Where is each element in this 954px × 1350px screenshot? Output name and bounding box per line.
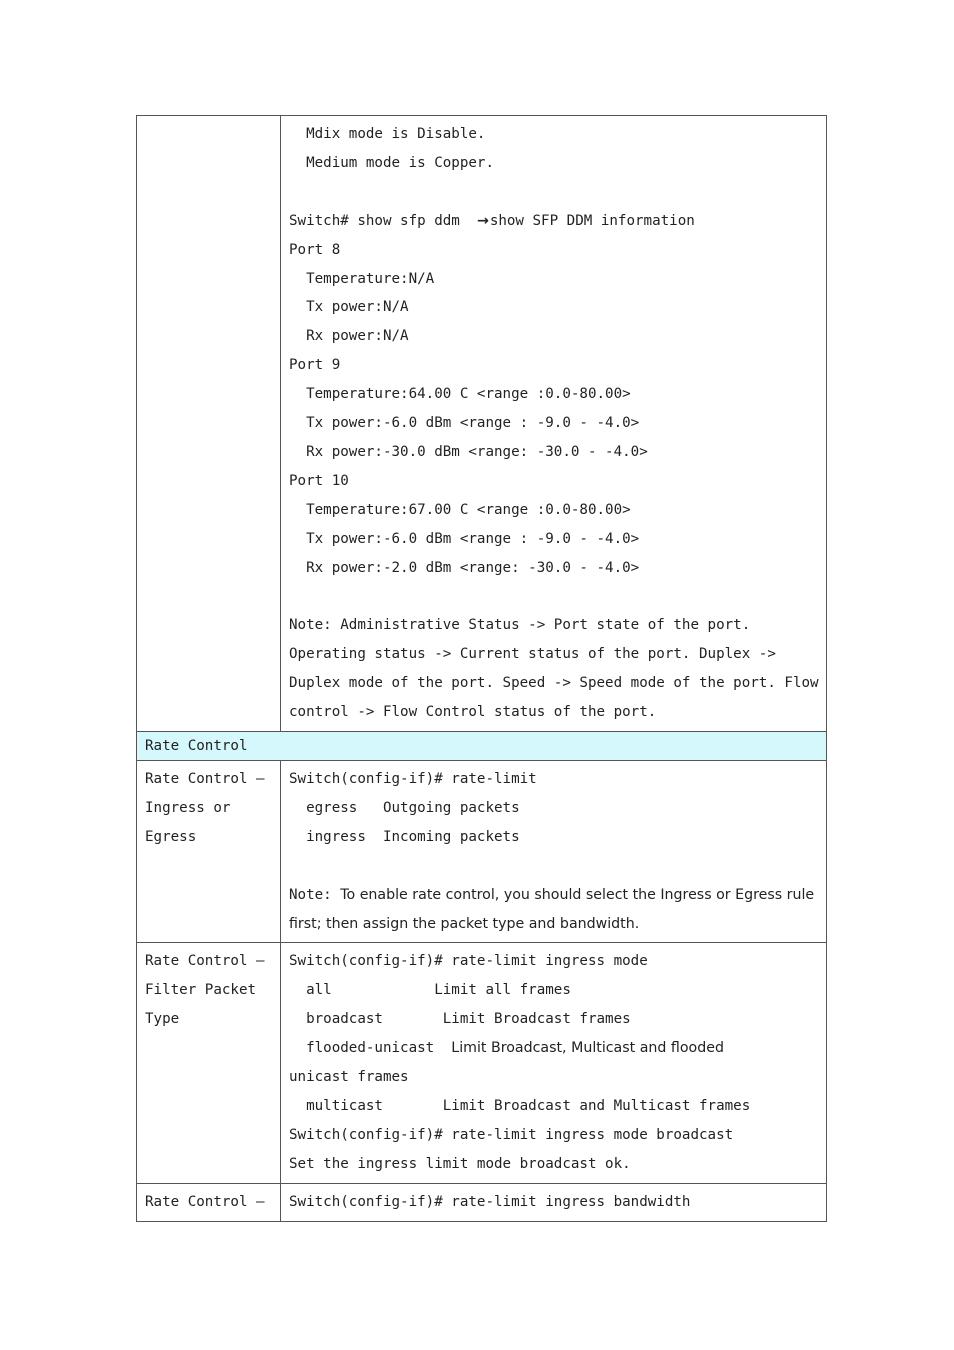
section-header-rate-control: Rate Control bbox=[137, 732, 827, 761]
output-line: Switch(config-if)# rate-limit ingress mode bbox=[289, 953, 648, 970]
output-line bbox=[289, 852, 820, 881]
output-line: egress Outgoing packets bbox=[289, 799, 520, 816]
output-line: Temperature:67.00 C <range :0.0-80.00> bbox=[289, 501, 631, 518]
output-line: Tx power:-6.0 dBm <range : -9.0 - -4.0> bbox=[289, 415, 640, 432]
ddm-command: Switch# show sfp ddm bbox=[289, 212, 477, 229]
output-line: Mdix mode is Disable. bbox=[289, 126, 486, 142]
output-line bbox=[289, 582, 820, 611]
output-line bbox=[289, 178, 820, 207]
output-line: Set the ingress limit mode broadcast ok. bbox=[289, 1155, 631, 1172]
table-row bbox=[137, 761, 827, 943]
command-reference-table bbox=[136, 115, 827, 1222]
output-line: unicast frames bbox=[289, 1069, 409, 1086]
note-body: To enable rate control, you should select the Ingress or Egress rule first; then assign the packet type and bandwidth. bbox=[289, 886, 815, 932]
output-line: Temperature:64.00 C <range :0.0-80.00> bbox=[289, 386, 631, 403]
output-line: all Limit all frames bbox=[289, 982, 571, 999]
flooded-unicast-option: flooded-unicast bbox=[289, 1040, 452, 1057]
sfp-ddm-output-cell bbox=[281, 116, 827, 732]
output-line: Tx power:N/A bbox=[289, 299, 409, 316]
ddm-command-line bbox=[289, 207, 820, 236]
port-status-note: Note: Administrative Status -> Port state of the port. Operating status -> Current status of the port. Duplex -> Duplex mode of the port. Speed -> Speed mode of the port. Flow control -> Flow Control status of the port. bbox=[289, 617, 819, 721]
output-line: Rx power:N/A bbox=[289, 328, 409, 345]
arrow-right-icon: → bbox=[476, 212, 489, 229]
label-cell-empty bbox=[137, 116, 281, 732]
output-line: multicast Limit Broadcast and Multicast frames bbox=[289, 1097, 751, 1114]
output-line: Medium mode is Copper. bbox=[289, 154, 494, 171]
table-row bbox=[137, 943, 827, 1183]
output-line: Tx power:-6.0 dBm <range : -9.0 - -4.0> bbox=[289, 530, 640, 547]
output-line: broadcast Limit Broadcast frames bbox=[289, 1011, 631, 1028]
output-line: Port 8 bbox=[289, 241, 341, 258]
output-line bbox=[289, 1034, 820, 1063]
label-cell: Rate Control – bbox=[137, 1183, 281, 1221]
label-cell: Rate Control – Ingress or Egress bbox=[137, 761, 281, 943]
rate-limit-output-cell bbox=[281, 761, 827, 943]
table-row bbox=[137, 1183, 827, 1221]
table-row bbox=[137, 116, 827, 732]
ddm-command-note: show SFP DDM information bbox=[489, 212, 695, 229]
output-line: Rx power:-30.0 dBm <range: -30.0 - -4.0> bbox=[289, 443, 648, 460]
output-line: Port 10 bbox=[289, 472, 349, 489]
section-header-row bbox=[137, 732, 827, 761]
output-line: Rx power:-2.0 dBm <range: -30.0 - -4.0> bbox=[289, 559, 640, 576]
output-line: Port 9 bbox=[289, 357, 341, 374]
output-line: ingress Incoming packets bbox=[289, 828, 520, 845]
rate-control-note bbox=[289, 881, 820, 939]
filter-packet-output-cell bbox=[281, 943, 827, 1183]
output-line: Switch(config-if)# rate-limit ingress mode broadcast bbox=[289, 1126, 734, 1143]
output-line: Temperature:N/A bbox=[289, 270, 435, 287]
note-prefix: Note: bbox=[289, 886, 341, 903]
flooded-unicast-desc: Limit Broadcast, Multicast and flooded bbox=[451, 1040, 724, 1057]
output-line: Switch(config-if)# rate-limit bbox=[289, 771, 537, 787]
output-line: Switch(config-if)# rate-limit ingress bandwidth bbox=[289, 1193, 691, 1210]
bandwidth-output-cell bbox=[281, 1183, 827, 1221]
label-cell: Rate Control – Filter Packet Type bbox=[137, 943, 281, 1183]
